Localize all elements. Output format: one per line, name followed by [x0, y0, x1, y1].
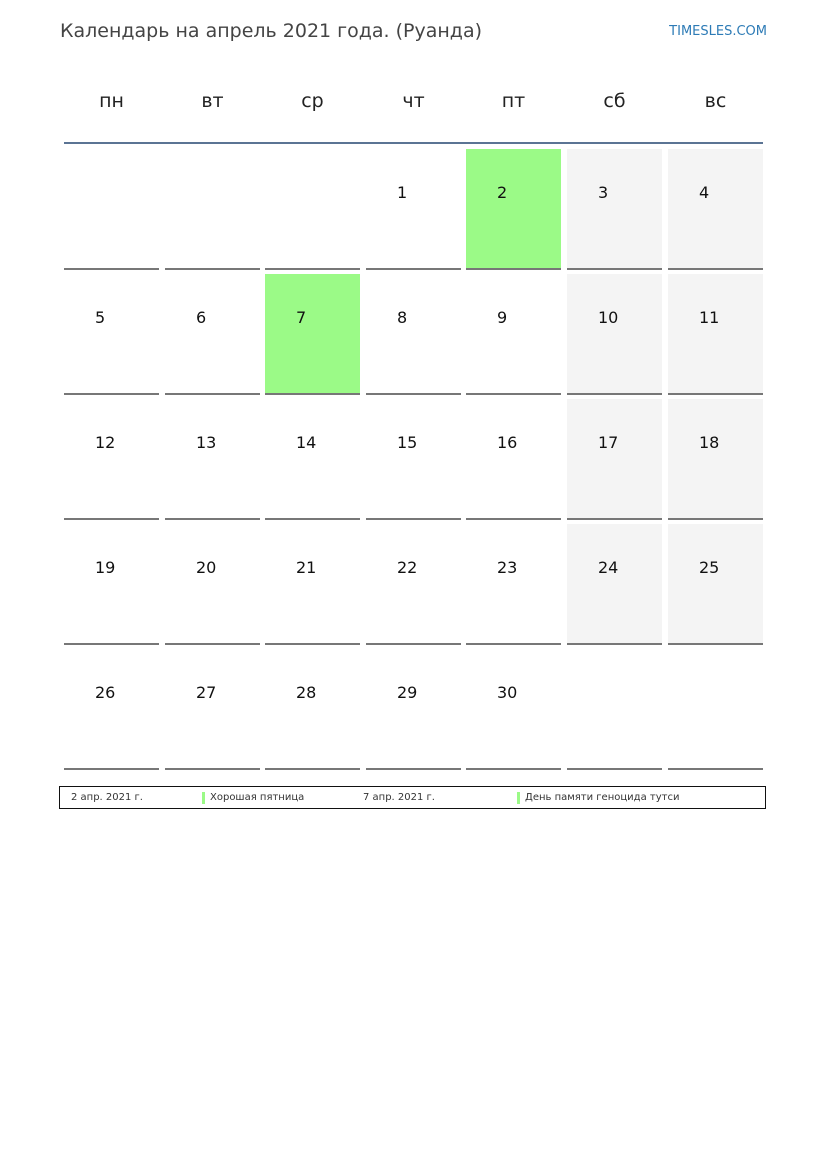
day-number: 18 [699, 433, 720, 452]
day-number: 20 [196, 558, 217, 577]
day-number: 12 [95, 433, 116, 452]
day-cell [466, 524, 561, 645]
day-number: 11 [699, 308, 720, 327]
day-number: 25 [699, 558, 720, 577]
day-number: 10 [598, 308, 619, 327]
weekend-day-cell [567, 524, 662, 645]
weekend-day-cell [567, 399, 662, 520]
day-number: 14 [296, 433, 317, 452]
day-cell [366, 399, 461, 520]
day-number: 19 [95, 558, 116, 577]
weekday-header [64, 90, 763, 120]
day-cell [366, 274, 461, 395]
day-number: 15 [397, 433, 418, 452]
legend-color-swatch [517, 792, 520, 804]
weekday-wed: ср [301, 90, 324, 112]
weekday-sun: вс [704, 90, 727, 112]
day-cell [366, 524, 461, 645]
weekend-day-cell [668, 524, 763, 645]
weekend-day-cell [668, 399, 763, 520]
weekday-mon: пн [99, 90, 124, 112]
weekday-thu: чт [402, 90, 425, 112]
day-number: 3 [598, 183, 609, 202]
day-number: 26 [95, 683, 116, 702]
weekday-fri: пт [501, 90, 526, 112]
calendar-grid [64, 149, 763, 770]
day-number: 5 [95, 308, 106, 327]
day-cell [165, 649, 260, 770]
day-number: 2 [497, 183, 508, 202]
empty-day-cell [165, 149, 260, 270]
day-cell [64, 274, 159, 395]
day-number: 21 [296, 558, 317, 577]
day-number: 4 [699, 183, 710, 202]
day-cell [165, 524, 260, 645]
day-cell [466, 399, 561, 520]
day-cell [265, 649, 360, 770]
day-cell [64, 399, 159, 520]
empty-day-cell [567, 649, 662, 770]
day-number: 7 [296, 308, 307, 327]
legend-date: 7 апр. 2021 г. [363, 792, 435, 803]
empty-day-cell [64, 149, 159, 270]
day-cell [265, 399, 360, 520]
empty-day-cell [668, 649, 763, 770]
day-cell [165, 399, 260, 520]
day-number: 22 [397, 558, 418, 577]
day-cell [466, 274, 561, 395]
day-number: 8 [397, 308, 408, 327]
day-cell [64, 649, 159, 770]
day-number: 30 [497, 683, 518, 702]
weekend-day-cell [567, 149, 662, 270]
day-cell [366, 649, 461, 770]
day-number: 13 [196, 433, 217, 452]
holiday-legend [59, 786, 766, 809]
day-cell [165, 274, 260, 395]
legend-holiday-name: День памяти геноцида тутси [525, 792, 680, 803]
legend-date: 2 апр. 2021 г. [71, 792, 143, 803]
day-number: 6 [196, 308, 207, 327]
day-number: 28 [296, 683, 317, 702]
legend-holiday-name: Хорошая пятница [210, 792, 305, 803]
day-cell [265, 524, 360, 645]
day-cell [64, 524, 159, 645]
header-divider [64, 142, 763, 144]
day-number: 23 [497, 558, 518, 577]
weekend-day-cell [668, 149, 763, 270]
day-number: 24 [598, 558, 619, 577]
weekend-day-cell [668, 274, 763, 395]
site-link[interactable]: TIMESLES.COM [669, 24, 767, 39]
holiday-day-cell [466, 149, 561, 270]
day-number: 9 [497, 308, 508, 327]
holiday-day-cell [265, 274, 360, 395]
day-cell [466, 649, 561, 770]
day-number: 27 [196, 683, 217, 702]
legend-color-swatch [202, 792, 205, 804]
day-number: 29 [397, 683, 418, 702]
weekend-day-cell [567, 274, 662, 395]
day-cell [366, 149, 461, 270]
day-number: 1 [397, 183, 408, 202]
empty-day-cell [265, 149, 360, 270]
day-number: 17 [598, 433, 619, 452]
day-number: 16 [497, 433, 518, 452]
weekday-tue: вт [201, 90, 224, 112]
weekday-sat: сб [603, 90, 626, 112]
page-title: Календарь на апрель 2021 года. (Руанда) [60, 20, 482, 42]
